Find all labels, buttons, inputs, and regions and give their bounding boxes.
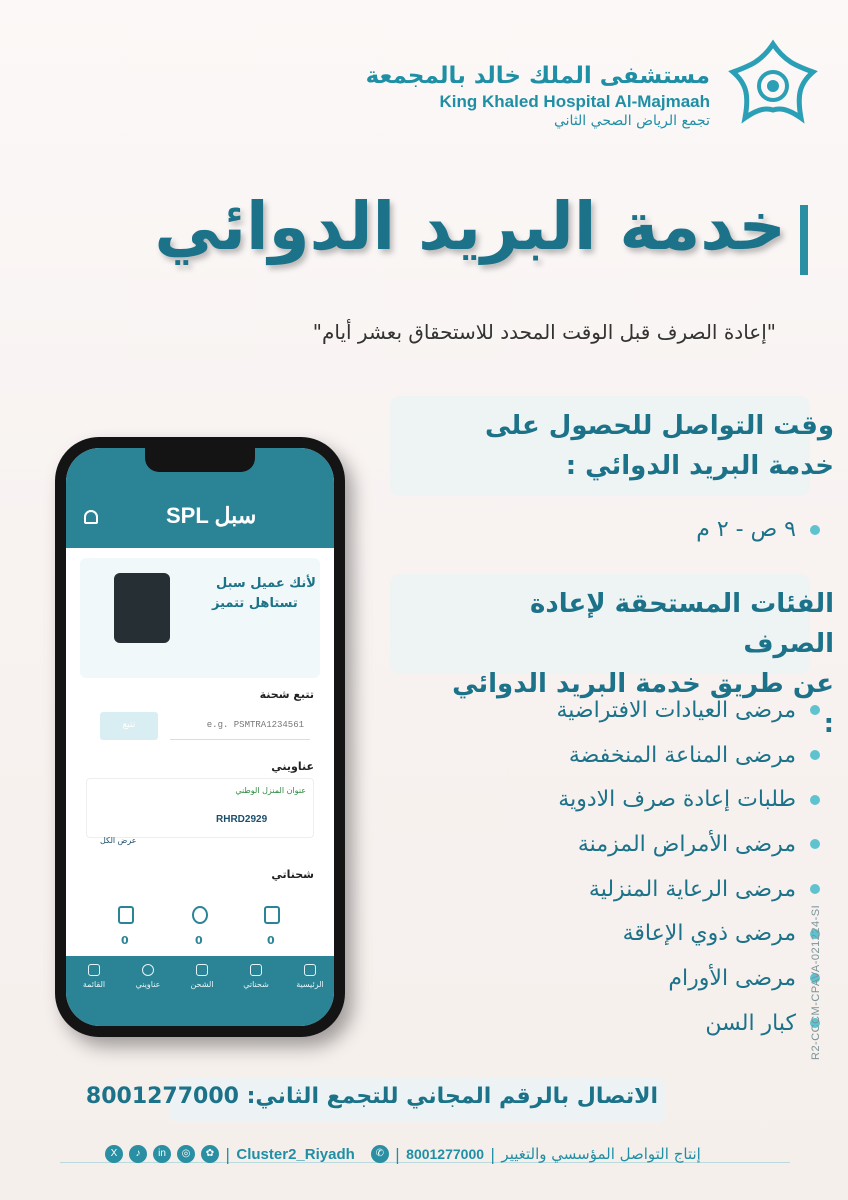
separator: | [225, 1144, 231, 1164]
list-item: مرضى المناعة المنخفضة [460, 733, 820, 778]
linkedin-icon[interactable]: in [153, 1145, 171, 1163]
view-all-link[interactable]: عرض الكل [100, 836, 137, 845]
addresses-label: عناويني [271, 760, 314, 773]
hospital-star-logo-icon [727, 38, 819, 130]
footer-phone[interactable]: 8001277000 [406, 1146, 485, 1162]
truck-icon [192, 906, 208, 924]
social-handle[interactable]: Cluster2_Riyadh [236, 1145, 355, 1163]
box-out-icon [118, 906, 134, 924]
menu-icon [88, 964, 100, 976]
separator: | [490, 1144, 496, 1164]
bullet [810, 795, 820, 805]
promo-line1: لأنك عميل سبل [216, 576, 316, 591]
list-item: مرضى العيادات الافتراضية [460, 688, 820, 733]
shipments-label: شحناتي [271, 868, 314, 881]
bottom-nav [66, 956, 334, 1026]
list-item: طلبات إعادة صرف الادوية [460, 777, 820, 822]
contact-hours: ٩ ص - ٢ م [696, 517, 796, 542]
bullet [810, 705, 820, 715]
track-label: تتبع شحنة [259, 688, 314, 701]
snapchat-icon[interactable]: ✿ [201, 1145, 219, 1163]
categories-heading-line1: الفئات المستحقة لإعادة الصرف [530, 589, 834, 659]
stat-value: 0 [121, 934, 129, 947]
contact-heading [434, 406, 834, 486]
instagram-icon[interactable]: ◎ [177, 1145, 195, 1163]
nav-addresses[interactable]: عناويني [126, 964, 170, 989]
separator: | [394, 1144, 401, 1164]
nav-shipping[interactable]: الشحن [180, 964, 224, 989]
production-credit: إنتاج التواصل المؤسسي والتغيير [501, 1145, 701, 1163]
bell-icon[interactable] [84, 510, 98, 524]
page-title: خدمة البريد الدوائي [154, 188, 786, 265]
list-item: مرضى الأمراض المزمنة [460, 822, 820, 867]
promo-phone-image [114, 573, 170, 643]
phone-notch [145, 448, 255, 472]
list-item: مرضى الأورام [460, 956, 820, 1001]
home-icon [304, 964, 316, 976]
nav-menu[interactable]: القائمة [72, 964, 116, 989]
contact-heading-line1: وقت التواصل للحصول على [485, 411, 834, 441]
address-name: عنوان المنزل الوطني [235, 786, 306, 795]
search-box-icon [250, 964, 262, 976]
reference-code: R2-CCCM-CPAVA-021224-SI [810, 904, 822, 1060]
bullet [810, 525, 820, 535]
phone-icon: ✆ [371, 1145, 389, 1163]
nav-home[interactable]: الرئيسية [288, 964, 332, 989]
cluster-name: تجمع الرياض الصحي الثاني [553, 113, 710, 129]
list-item: كبار السن [460, 1001, 820, 1046]
track-input[interactable]: e.g. PSMTRA1234561 [170, 712, 310, 740]
promo-line2: تستاهل تتميز [212, 596, 298, 611]
contact-hours-row [696, 517, 820, 542]
globe-icon [142, 964, 154, 976]
x-icon[interactable]: X [105, 1145, 123, 1163]
categories-list [460, 688, 820, 1046]
address-code: RHRD2929 [216, 814, 268, 825]
stat-value: 0 [267, 934, 275, 947]
track-button[interactable]: تتبع [100, 712, 158, 740]
list-item: مرضى ذوي الإعاقة [460, 911, 820, 956]
categories-heading-line2: عن طريق خدمة البريد الدوائي : [452, 669, 834, 739]
stat-value: 0 [195, 934, 203, 947]
bullet [810, 839, 820, 849]
send-icon [196, 964, 208, 976]
bullet [810, 750, 820, 760]
box-in-icon [264, 906, 280, 924]
list-item: مرضى الرعاية المنزلية [460, 867, 820, 912]
title-accent-bar [800, 205, 808, 275]
tiktok-icon[interactable]: ♪ [129, 1145, 147, 1163]
hospital-name-en: King Khaled Hospital Al-Majmaah [439, 92, 710, 111]
bullet [810, 884, 820, 894]
toll-free-text: الاتصال بالرقم المجاني للتجمع الثاني: 8001277000 [85, 1084, 658, 1109]
phone-screen [66, 448, 334, 1026]
subtitle: "إعادة الصرف قبل الوقت المحدد للاستحقاق بعشر أيام" [312, 320, 776, 344]
app-logo: SPL سبل [166, 503, 257, 528]
nav-shipments[interactable]: شحناتي [234, 964, 278, 989]
hospital-name-ar: مستشفى الملك خالد بالمجمعة [365, 63, 710, 89]
footer-bar [105, 1140, 805, 1168]
contact-heading-line2: خدمة البريد الدوائي : [565, 451, 834, 481]
